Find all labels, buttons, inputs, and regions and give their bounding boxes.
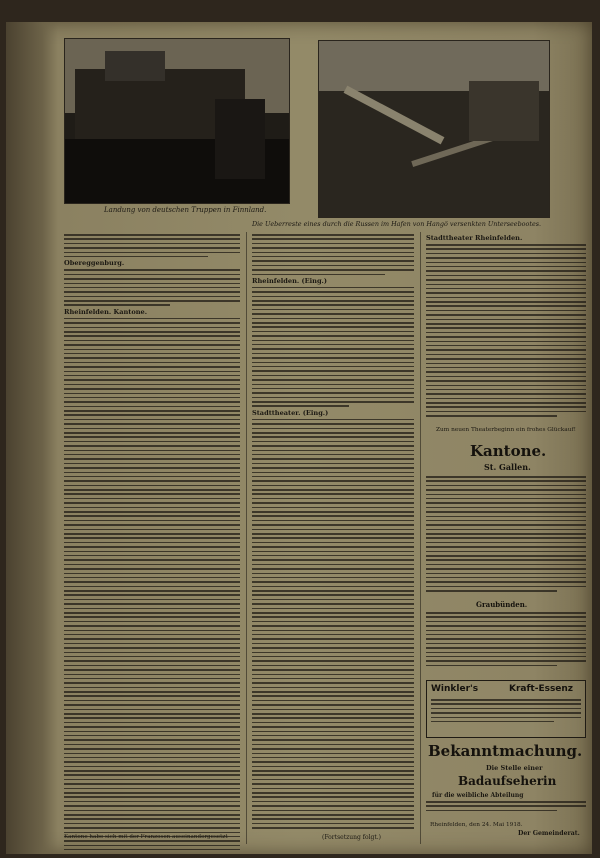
article-right-lead-1: Stadttheater Rheinfelden. — [426, 234, 523, 242]
caption-submarine-wreck: Die Ueberreste eines durch die Russen im Hafen von Hangö versenkten Unterseebootes. — [252, 220, 542, 228]
winkler-ad-left: Winkler's — [431, 684, 479, 694]
article-middle-continued: (Fortsetzung folgt.) — [322, 834, 381, 841]
kantone-text — [426, 476, 586, 598]
column-rule-1 — [246, 232, 247, 844]
article-middle-lead-2: Stadttheater. (Eing.) — [252, 408, 329, 417]
bekanntmachung-title: Bekanntmachung. — [428, 742, 583, 760]
kantone-heading: Kantone. — [470, 442, 547, 460]
photo-submarine-wreck — [318, 40, 550, 218]
article-left-footer: Kantone habe sich mit der Franzosen auseinandergesetzt — [64, 834, 228, 840]
article-middle-lead-1: Rheinfelden. (Eing.) — [252, 276, 327, 285]
graubuenden-text — [426, 612, 586, 674]
newspaper-page — [6, 22, 592, 854]
caption-troop-landing: Landung von deutschen Truppen in Finnland. — [104, 206, 267, 214]
article-right-column — [426, 234, 586, 424]
article-middle-column — [252, 234, 414, 830]
bekanntmachung-text — [426, 801, 586, 821]
graubuenden-heading: Graubünden. — [476, 600, 528, 609]
article-left-lead-1: Obereggenburg. — [64, 259, 125, 268]
page-binding-shadow — [6, 22, 58, 854]
column-rule-2 — [420, 232, 421, 844]
winkler-ad-right: Kraft-Essenz — [509, 684, 574, 694]
article-left-column — [64, 234, 240, 850]
bekanntmachung-signed: Der Gemeinderat. — [518, 830, 580, 837]
winkler-advertisement — [426, 680, 586, 738]
article-right-end: Zum neuen Theaterbeginn ein frohes Glückauf! — [436, 427, 576, 433]
bekanntmachung-line1: Die Stelle einer — [486, 764, 543, 772]
kantone-subheading: St. Gallen. — [484, 462, 531, 472]
bekanntmachung-line2: Badaufseherin — [458, 774, 557, 788]
photo-troop-landing — [64, 38, 290, 204]
winkler-ad-text — [431, 699, 581, 733]
bekanntmachung-place: Rheinfelden, den 24. Mai 1918. — [430, 822, 523, 828]
bekanntmachung-line3: für die weibliche Abteilung — [432, 792, 524, 799]
article-left-lead-2: Rheinfelden. Kantone. — [64, 307, 148, 316]
